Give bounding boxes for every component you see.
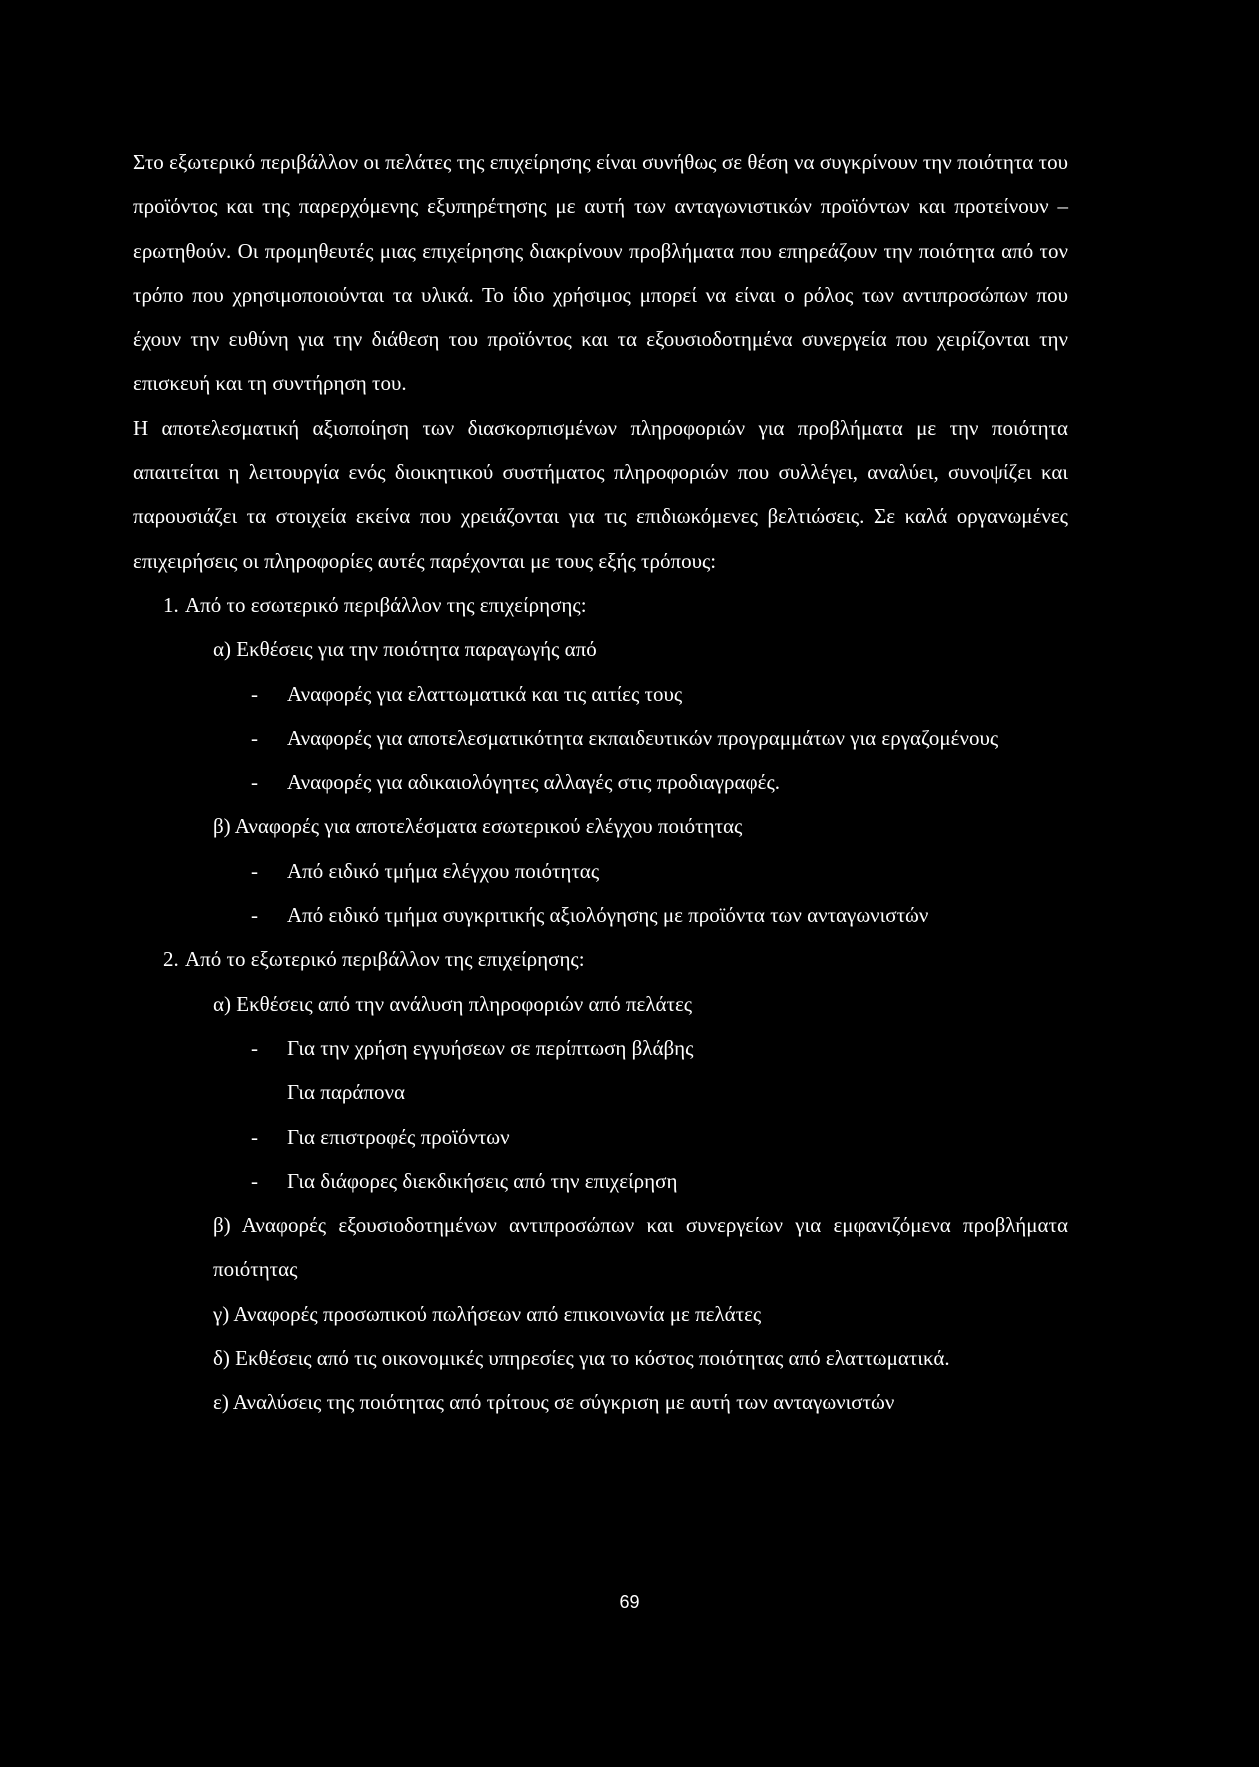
dash-item-text: Για παράπονα — [287, 1080, 405, 1105]
list-item-text: Από το εσωτερικό περιβάλλον της επιχείρησης: — [185, 592, 587, 617]
sub-item-sales-reports: γ) Αναφορές προσωπικού πωλήσεων από επικοινωνία με πελάτες — [213, 1301, 762, 1326]
dash-item-text: Για επιστροφές προϊόντων — [287, 1124, 510, 1149]
dash-bullet: - — [251, 770, 258, 795]
dash-item-text: Από ειδικό τμήμα ελέγχου ποιότητας — [287, 858, 600, 883]
dash-bullet: - — [251, 1124, 258, 1149]
list-item-external — [133, 937, 1068, 981]
dash-item-text: Αναφορές για ελαττωματικά και τις αιτίες τους — [287, 681, 683, 706]
dash-item — [133, 1026, 1068, 1070]
dash-item — [133, 893, 1068, 937]
dash-item — [133, 672, 1068, 716]
dash-bullet: - — [251, 903, 258, 928]
list-number: 2. — [163, 947, 179, 972]
dash-item — [133, 760, 1068, 804]
sub-item-finance-reports: δ) Εκθέσεις από τις οικονομικές υπηρεσίες για το κόστος ποιότητας από ελαττωματικά. — [213, 1346, 950, 1371]
dash-bullet: - — [251, 858, 258, 883]
dash-bullet: - — [251, 681, 258, 706]
dash-item — [133, 1115, 1068, 1159]
dash-bullet: - — [251, 1168, 258, 1193]
page-number: 69 — [619, 1592, 640, 1612]
dash-item — [133, 1159, 1068, 1203]
dash-item-text: Από ειδικό τμήμα συγκριτικής αξιολόγησης με προϊόντα των ανταγωνιστών — [287, 903, 929, 928]
list-item-internal — [133, 583, 1068, 627]
dash-item-continuation — [133, 1070, 1068, 1114]
sub-item-customer-reports: α) Εκθέσεις από την ανάλυση πληροφοριών από πελάτες — [213, 991, 693, 1016]
dash-item-text: Για την χρήση εγγυήσεων σε περίπτωση βλάβης — [287, 1035, 694, 1060]
document-page — [133, 140, 1068, 1425]
dash-item-text: Για διάφορες διεκδικήσεις από την επιχείρηση — [287, 1168, 678, 1193]
dash-item — [133, 716, 1068, 760]
dash-item — [133, 849, 1068, 893]
dash-item-text: Αναφορές για αδικαιολόγητες αλλαγές στις προδιαγραφές. — [287, 770, 781, 795]
sub-item-dealer-reports: β) Αναφορές εξουσιοδοτημένων αντιπροσώπων και συνεργείων για εμφανιζόμενα προβλήματα ποιότητας — [213, 1213, 1068, 1282]
sub-item-production-reports: α) Εκθέσεις για την ποιότητα παραγωγής από — [213, 637, 597, 662]
dash-bullet: - — [251, 725, 258, 750]
dash-item-text: Αναφορές για αποτελεσματικότητα εκπαιδευτικών προγραμμάτων για εργαζομένους — [287, 725, 999, 750]
sub-item-internal-control: β) Αναφορές για αποτελέσματα εσωτερικού ελέγχου ποιότητας — [213, 814, 743, 839]
paragraph-information-system: Η αποτελεσματική αξιοποίηση των διασκορπισμένων πληροφοριών για προβλήματα με την ποιότητα απαιτείται η λειτουργία ενός διοικητικού συστήματος πληροφοριών που συλλέγει, αναλύει, συνοψίζει και παρουσιάζει τα στοιχεία εκείνα που χρειάζονται για τις επιδιωκόμενες βελτιώσεις. Σε καλά οργανωμένες επιχειρήσεις οι πληροφορίες αυτές παρέχονται με τους εξής τρόπους: — [133, 415, 1068, 573]
sub-item-third-party-analysis: ε) Αναλύσεις της ποιότητας από τρίτους σε σύγκριση με αυτή των ανταγωνιστών — [213, 1390, 895, 1415]
list-item-text: Από το εξωτερικό περιβάλλον της επιχείρησης: — [185, 947, 585, 972]
list-number: 1. — [163, 592, 179, 617]
dash-bullet: - — [251, 1035, 258, 1060]
paragraph-external-environment: Στο εξωτερικό περιβάλλον οι πελάτες της επιχείρησης είναι συνήθως σε θέση να συγκρίνουν την ποιότητα του προϊόντος και της παρερχόμενης εξυπηρέτησης με αυτή των ανταγωνιστικών προϊόντων και προτείνουν – ερωτηθούν. Οι προμηθευτές μιας επιχείρησης διακρίνουν προβλήματα που επηρεάζουν την ποιότητα από τον τρόπο που χρησιμοποιούνται τα υλικά. Το ίδιο χρήσιμος μπορεί να είναι ο ρόλος των αντιπροσώπων που έχουν την ευθύνη για την διάθεση του προϊόντος και τα εξουσιοδοτημένα συνεργεία που χειρίζονται την επισκευή και τη συντήρηση του. — [133, 150, 1068, 396]
